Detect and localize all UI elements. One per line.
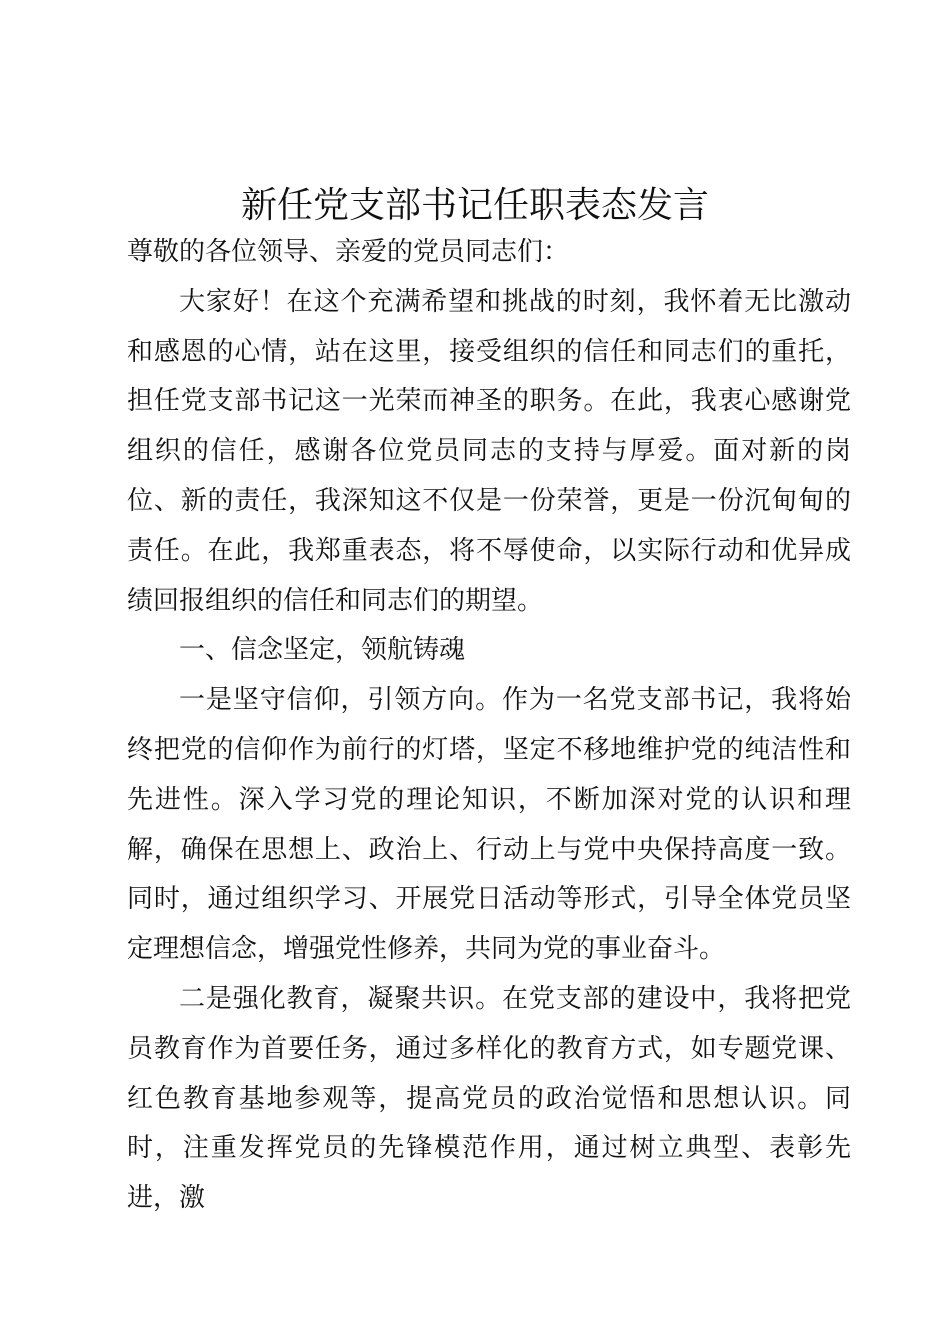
section-heading-1: 一、信念坚定，领航铸魂 [179,635,466,666]
salutation: 尊敬的各位领导、亲爱的党员同志们： [127,237,570,267]
document-body [127,228,851,1224]
document-title: 新任党支部书记任职表态发言 [240,185,709,226]
paragraph-opening: 大家好！在这个充满希望和挑战的时刻，我怀着无比激动和感恩的心情，站在这里，接受组织的信任和同志们的重托，担任党支部书记这一光荣而神圣的职务。在此，我衷心感谢党组织的信任，感谢各位党员同志的支持与厚爱。面对新的岗位、新的责任，我深知这不仅是一份荣誉，更是一份沉甸甸的责任。在此，我郑重表态，将不辱使命，以实际行动和优异成绩回报组织的信任和同志们的期望。 [127,286,851,616]
paragraph-point-1: 一是坚守信仰，引领方向。作为一名党支部书记，我将始终把党的信仰作为前行的灯塔，坚定不移地维护党的纯洁性和先进性。深入学习党的理论知识，不断加深对党的认识和理解，确保在思想上、政治上、行动上与党中央保持高度一致。同时，通过组织学习、开展党日活动等形式，引导全体党员坚定理想信念，增强党性修养，共同为党的事业奋斗。 [127,685,851,965]
paragraph-point-2: 二是强化教育，凝聚共识。在党支部的建设中，我将把党员教育作为首要任务，通过多样化的教育方式，如专题党课、红色教育基地参观等，提高党员的政治觉悟和思想认识。同时，注重发挥党员的先锋模范作用，通过树立典型、表彰先进，激 [127,983,851,1214]
